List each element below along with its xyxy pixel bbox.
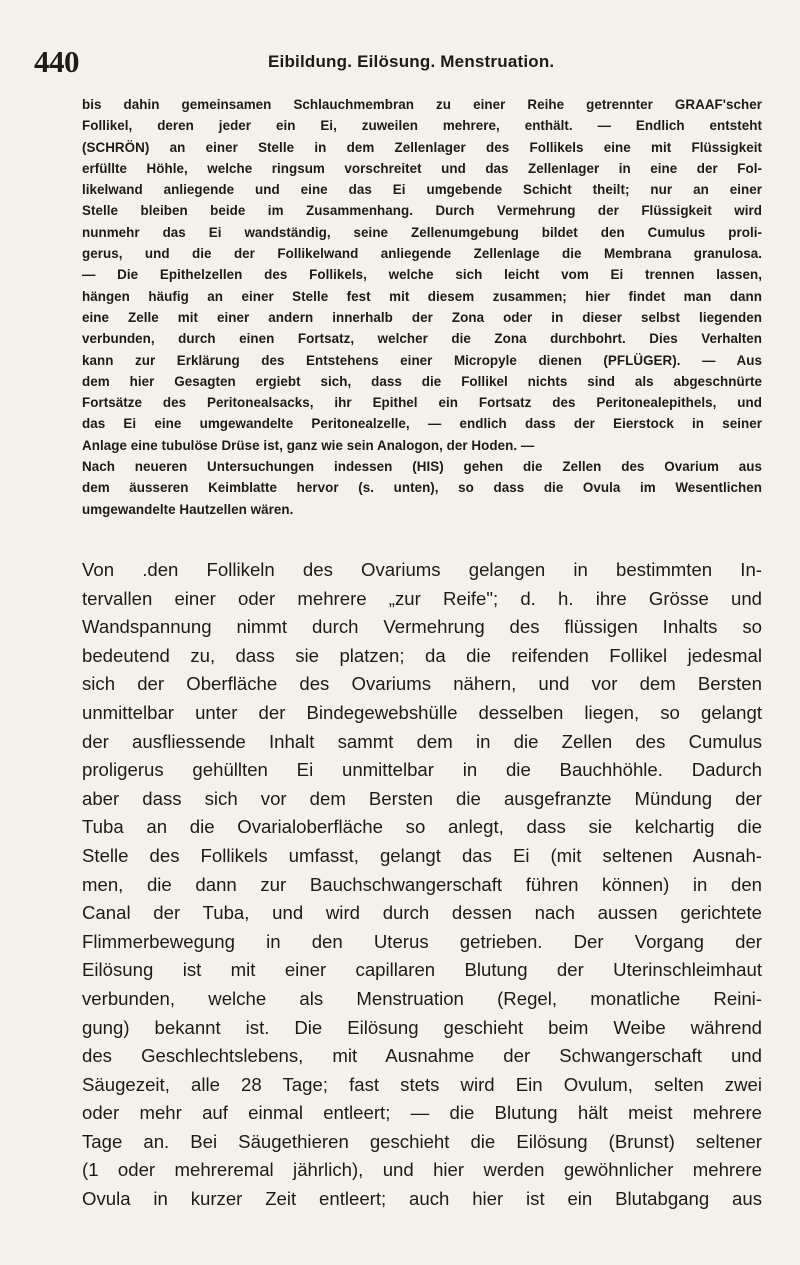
- text-line: nunmehr das Ei wandständig, seine Zellenumgebung bildet den Cumulus proli-: [82, 224, 762, 240]
- text-line: hängen häufig an einer Stelle fest mit diesem zusammen; hier findet man dann: [82, 288, 762, 304]
- text-line: Tuba an die Ovarialoberfläche so anlegt, dass sie kelchartig die: [82, 816, 762, 838]
- text-line: Flimmerbewegung in den Uterus getrieben. Der Vorgang der: [82, 930, 762, 952]
- text-line: gerus, und die der Follikelwand anliegende Zellenlage die Membrana granulosa.: [82, 246, 762, 262]
- text-line: (SCHRÖN) an einer Stelle in dem Zellenlager des Follikels eine mit Flüssigkeit: [82, 139, 762, 155]
- text-line: verbunden, welche als Menstruation (Regel, monatliche Reini-: [82, 987, 762, 1009]
- text-line: umgewandelte Hautzellen wären.: [82, 501, 294, 517]
- text-line: dem hier Gesagten ergiebt sich, dass die Follikel nichts sind als abgeschnürte: [82, 373, 762, 389]
- text-line: bis dahin gemeinsamen Schlauchmembran zu einer Reihe getrennter GRAAF'scher: [82, 97, 762, 112]
- text-line: Wandspannung nimmt durch Vermehrung des flüssigen Inhalts so: [82, 616, 762, 638]
- text-line: Anlage eine tubulöse Drüse ist, ganz wie sein Analogon, der Hoden. —: [82, 437, 535, 453]
- text-line: tervallen einer oder mehrere „zur Reife"; d. h. ihre Grösse und: [82, 587, 762, 609]
- text-line: — Die Epithelzellen des Follikels, welche sich leicht vom Ei trennen lassen,: [82, 267, 762, 283]
- text-line: verbunden, durch einen Fortsatz, welcher die Zona durchbohrt. Dies Verhalten: [82, 331, 762, 347]
- text-line: das Ei eine umgewandelte Peritonealzelle, — endlich dass der Eierstock in seiner: [82, 416, 762, 432]
- text-line: bedeutend zu, dass sie platzen; da die reifenden Follikel jedesmal: [82, 644, 762, 666]
- text-line: Eilösung ist mit einer capillaren Blutung der Uterinschleimhaut: [82, 959, 762, 981]
- text-line: (1 oder mehreremal jährlich), und hier werden gewöhnlicher mehrere: [82, 1159, 762, 1181]
- text-line: proligerus gehüllten Ei unmittelbar in die Bauchhöhle. Dadurch: [82, 759, 762, 781]
- text-line: Nach neueren Untersuchungen indessen (HIS) gehen die Zellen des Ovarium aus: [82, 459, 762, 475]
- text-line: Tage an. Bei Säugethieren geschieht die Eilösung (Brunst) seltener: [82, 1130, 762, 1152]
- text-line: kann zur Erklärung des Entstehens einer Micropyle dienen (PFLÜGER). — Aus: [82, 352, 762, 368]
- page-header: [34, 42, 774, 82]
- text-line: Follikel, deren jeder ein Ei, zuweilen mehrere, enthält. — Endlich entsteht: [82, 118, 762, 134]
- text-line: erfüllte Höhle, welche ringsum vorschreitet und das Zellenlager in eine der Fol-: [82, 160, 762, 176]
- text-line: Säugezeit, alle 28 Tage; fast stets wird Ein Ovulum, selten zwei: [82, 1073, 762, 1095]
- text-line: sich der Oberfläche des Ovariums nähern, und vor dem Bersten: [82, 673, 762, 695]
- main-paragraph: [82, 556, 762, 1214]
- text-line: eine Zelle mit einer andern innerhalb der Zona oder in dieser selbst liegenden: [82, 309, 762, 325]
- text-line: Von .den Follikeln des Ovariums gelangen in bestimmten In-: [82, 559, 762, 580]
- text-line: der ausfliessende Inhalt sammt dem in die Zellen des Cumulus: [82, 730, 762, 752]
- text-line: Ovula in kurzer Zeit entleert; auch hier ist ein Blutabgang aus: [82, 1188, 762, 1210]
- text-line: aber dass sich vor dem Bersten die ausgefranzte Mündung der: [82, 787, 762, 809]
- text-line: unmittelbar unter der Bindegewebshülle desselben liegen, so gelangt: [82, 701, 762, 723]
- text-line: Stelle des Follikels umfasst, gelangt das Ei (mit seltenen Ausnah-: [82, 844, 762, 866]
- text-line: men, die dann zur Bauchschwangerschaft führen können) in den: [82, 873, 762, 895]
- text-line: Fortsätze des Peritonealsacks, ihr Epithel ein Fortsatz des Peritonealepithels, und: [82, 395, 762, 411]
- running-head: Eibildung. Eilösung. Menstruation.: [268, 52, 555, 71]
- text-line: des Geschlechtslebens, mit Ausnahme der Schwangerschaft und: [82, 1045, 762, 1067]
- text-line: oder mehr auf einmal entleert; — die Blutung hält meist mehrere: [82, 1102, 762, 1124]
- text-line: gung) bekannt ist. Die Eilösung geschieht beim Weibe während: [82, 1016, 762, 1038]
- text-line: likelwand anliegende und eine das Ei umgebende Schicht theilt; nur an einer: [82, 182, 762, 198]
- text-line: Stelle bleiben beide im Zusammenhang. Durch Vermehrung der Flüssigkeit wird: [82, 203, 762, 219]
- text-line: dem äusseren Keimblatte hervor (s. unten), so dass die Ovula im Wesentlichen: [82, 480, 762, 496]
- page-number: 440: [34, 44, 79, 79]
- text-line: Canal der Tuba, und wird durch dessen nach aussen gerichtete: [82, 902, 762, 924]
- small-print-paragraph: [82, 94, 762, 520]
